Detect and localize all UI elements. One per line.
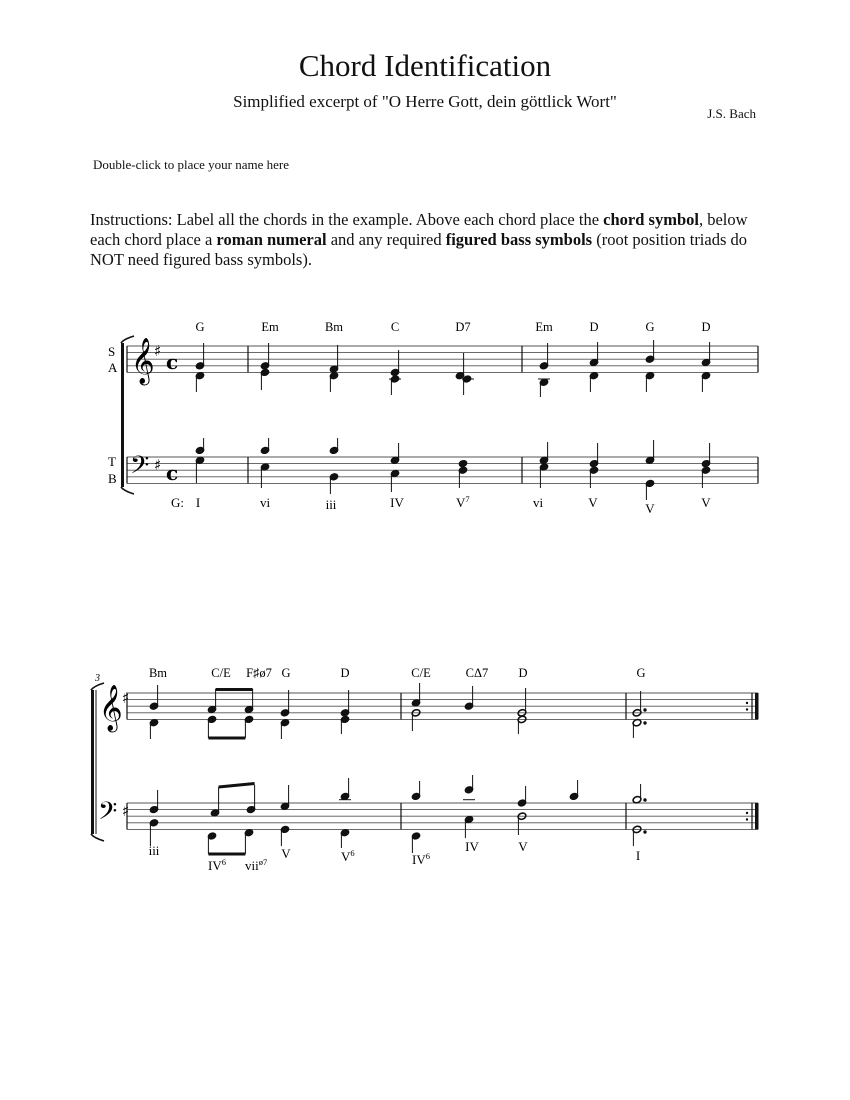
system-1 [127,346,758,483]
instructions-text: , below each chord place a [90,210,748,249]
barlines-system-1 [127,346,758,483]
chord-symbol[interactable]: CΔ7 [465,666,489,680]
chord-symbol[interactable]: Em [535,320,553,334]
instructions-bold-chord-symbol: chord symbol [603,210,699,229]
roman-numeral-base: IV [208,858,222,873]
page-title: Chord Identification [298,48,552,83]
roman-numeral[interactable] [341,848,355,864]
figured-bass: 6 [350,848,355,858]
chord-symbols-system-1 [195,320,710,334]
figured-bass: ø7 [258,857,268,867]
staff-label-soprano: S [108,344,116,359]
sharp-icon: ♯ [154,342,162,360]
chord-symbol[interactable]: Bm [148,666,168,680]
roman-numeral[interactable]: V [588,495,598,510]
roman-numeral[interactable]: iii [325,497,337,512]
chord-symbol[interactable]: Bm [324,320,344,334]
sharp-icon: ♯ [154,456,162,474]
roman-numeral[interactable]: V [518,839,528,854]
chord-symbol[interactable]: D [340,666,350,680]
chord-symbol[interactable]: G [281,666,291,680]
roman-numeral[interactable] [456,494,470,510]
roman-numeral[interactable]: V [701,495,711,510]
roman-numeral[interactable]: I [195,495,201,510]
notes-system-1 [195,340,711,500]
roman-numeral[interactable]: iii [148,843,160,858]
chord-symbol[interactable]: Em [261,320,279,334]
roman-numeral[interactable]: IV [465,839,479,854]
chord-symbol[interactable]: C [390,320,400,334]
roman-numeral[interactable]: vi [259,495,271,510]
instructions-bold-roman-numeral: roman numeral [216,230,327,249]
chord-symbol[interactable]: G [645,320,655,334]
roman-numeral[interactable]: V [645,501,655,516]
instructions-bold-figured-bass: figured bass symbols [445,230,593,249]
figured-bass: 7 [465,494,470,504]
instructions-text: and any required [326,230,446,249]
system-2 [127,693,758,829]
bass-clef-icon: 𝄢 [98,797,118,832]
treble-clef-icon: 𝄞 [99,685,123,731]
figured-bass: 6 [221,857,226,867]
chord-symbol[interactable]: G [636,666,646,680]
composer: J.S. Bach [707,106,756,121]
sharp-icon: ♯ [122,802,130,820]
roman-numeral[interactable]: IV [390,495,404,510]
chord-symbol[interactable]: D [589,320,599,334]
roman-numeral[interactable] [245,857,267,873]
chord-symbol[interactable]: D [518,666,528,680]
roman-numeral-base: V [341,849,351,864]
roman-numeral-base: IV [412,852,426,867]
roman-numeral[interactable] [208,857,226,873]
chord-symbol[interactable]: G [195,320,205,334]
figured-bass: 6 [425,851,430,861]
common-time-icon: c [166,461,179,485]
barlines-system-2 [127,693,752,829]
chord-symbol[interactable]: D [701,320,711,334]
roman-numeral[interactable]: V [281,846,291,861]
roman-numeral-base: V [456,495,466,510]
roman-numeral[interactable]: vi [532,495,544,510]
instructions-text: Instructions: Label all the chords in the example. Above each chord place the [90,210,604,229]
measure-number: 3 [95,673,100,684]
page-subtitle: Simplified excerpt of "O Herre Gott, dein göttlick Wort" [233,92,617,111]
treble-clef-icon: 𝄞 [131,338,155,384]
chord-symbol[interactable]: C/E [411,666,431,680]
common-time-icon: c [166,350,179,374]
chord-symbol[interactable]: D7 [455,320,471,334]
roman-numeral[interactable] [412,851,430,867]
staff-label-alto: A [108,360,118,375]
sharp-icon: ♯ [122,689,130,707]
key-label: G: [171,495,184,510]
staff-label-bass: B [108,471,117,486]
chord-symbol[interactable]: F♯ø7 [246,666,272,680]
roman-numerals-system-1 [171,494,711,516]
staff-label-tenor: T [108,454,116,469]
bass-clef-icon: 𝄢 [130,451,150,486]
instructions-text: (root position triads do NOT need figured bass symbols). [90,230,748,269]
roman-numeral[interactable]: I [635,848,641,863]
roman-numeral-base: vii [245,858,259,873]
roman-numerals-system-2 [149,839,641,873]
notes-system-2 [149,683,646,854]
name-placeholder[interactable]: Double-click to place your name here [93,157,289,172]
chord-symbol[interactable]: C/E [211,666,231,680]
chord-symbols-system-2 [149,666,646,680]
